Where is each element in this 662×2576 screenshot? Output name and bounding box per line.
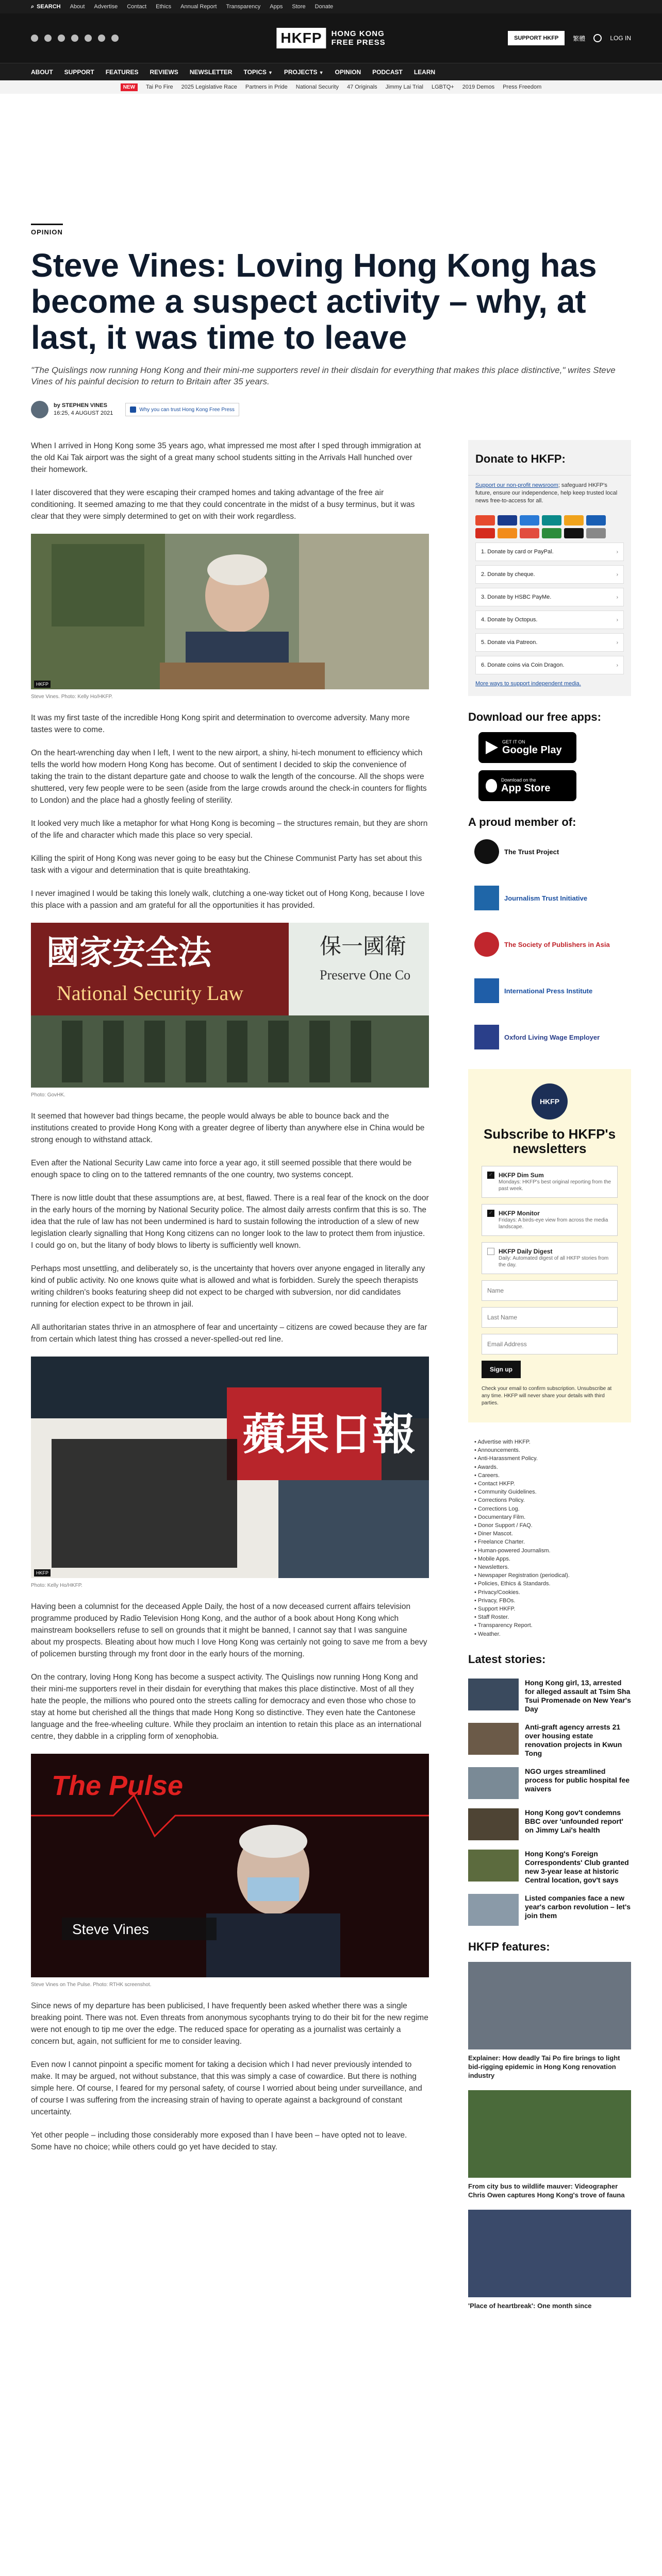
shield-icon — [130, 406, 136, 413]
latest-story[interactable] — [468, 1808, 631, 1840]
logo-line-1: HONG KONG — [331, 29, 385, 38]
nav-item-reviews[interactable]: REVIEWS — [150, 68, 178, 76]
apple-icon — [486, 779, 497, 792]
topbar-link-contact[interactable]: Contact — [127, 4, 147, 10]
feature-title: From city bus to wildlife mauver: Videographer Chris Owen captures Hong Kong's trove of fauna — [468, 2182, 625, 2199]
chevron-right-icon: › — [616, 662, 618, 668]
feature-image — [468, 2090, 631, 2178]
story-thumbnail — [468, 1679, 519, 1710]
nav-item-features[interactable]: FEATURES — [105, 68, 139, 76]
footer-link[interactable]: • Weather. — [474, 1630, 631, 1638]
nsl-banner-right: 保一國衛 — [320, 934, 407, 959]
topbar-link-donate[interactable]: Donate — [315, 4, 334, 10]
facebook-icon[interactable] — [31, 35, 38, 42]
latest-stories — [468, 1679, 631, 1926]
footer-link[interactable]: • Newspaper Registration (periodical). — [474, 1571, 631, 1580]
donate-option[interactable] — [475, 611, 624, 629]
byline — [54, 402, 113, 417]
donate-option[interactable] — [475, 543, 624, 561]
donate-option[interactable] — [475, 565, 624, 584]
topbar-link-annual-report[interactable]: Annual Report — [180, 4, 217, 10]
article-paragraph: I later discovered that they were escaping their cramped homes and taking advantage of the free air conditioning. It seemed amazing to me that they could concentrate in the midst of a busy terminus, but it was clear that they were simply determined to get on with their work regardless. — [31, 488, 415, 521]
footer-link[interactable]: • Announcements. — [474, 1446, 631, 1454]
newsletter-option-daily-digest[interactable] — [482, 1242, 618, 1274]
article-paragraph: There is now little doubt that these assumptions are, at best, flawed. There is a real fear of the knock on the door in the early hours of the morning by National Security police. The almost daily arrests confirm that this is so. The idea that the rule of law has not been undermined is hard to sustain following the introduction of a slew of new legislation clearly signalling that Hong Kong citizens can no longer look to the law to protect them from injustice. I could go on, but the litany of body blows to liberty is sufficiently well known. — [31, 1194, 429, 1250]
donate-box — [468, 440, 631, 696]
article-paragraph: Killing the spirit of Hong Kong was never going to be easy but the Chinese Communist Party has set about this task with a vigour and determination that is quite breathtaking. — [31, 854, 422, 875]
article-photo-vines[interactable] — [31, 534, 429, 691]
first-name-field[interactable] — [482, 1280, 618, 1301]
article-photo-pulse[interactable] — [31, 1754, 429, 1979]
footer-link[interactable]: • Careers. — [474, 1471, 631, 1480]
member-name: The Trust Project — [504, 848, 559, 856]
hot-topic-link[interactable]: 2025 Legislative Race — [181, 84, 237, 90]
linkedin-icon[interactable] — [85, 35, 92, 42]
article-paragraph: On the heart-wrenching day when I left, I went to the new airport, a shiny, hi-tech monument to efficiency which tells the world how modern Hong Kong has become. Out of sentiment I decided to skip the convenience of taking the train to the distant departure gate and choose to walk the length of the concourse. All the shops were shuttered, very few people were to be seen (aside from the large crowds around the check-in counters for flights to London) and the place had a ghostly feeling of sterility. — [31, 749, 427, 805]
checkbox-checked-icon[interactable]: ✓ — [487, 1172, 494, 1179]
nav-item-support[interactable]: SUPPORT — [64, 68, 94, 76]
article-paragraph: It looked very much like a metaphor for what Hong Kong is becoming – the structures remain, but they are shorn of the life and character which made this place so very special. — [31, 819, 428, 840]
footer-link[interactable]: • Transparency Report. — [474, 1621, 631, 1630]
newsletter-option-name: HKFP Monitor — [499, 1210, 540, 1217]
footer-link[interactable]: • Donor Support / FAQ. — [474, 1521, 631, 1530]
nav-item-newsletter[interactable]: NEWSLETTER — [189, 68, 233, 76]
footer-link[interactable]: • Advertise with HKFP. — [474, 1438, 631, 1446]
article-paragraph: When I arrived in Hong Kong some 35 years ago, what impressed me most after I sped through immigration at the old Kai Tak airport was the sight of a great many school students sitting in the Arrivals Hall hunched over their homework. — [31, 442, 421, 474]
nav-item-projects-label: PROJECTS — [284, 68, 318, 76]
apps-title: Download our free apps: — [468, 710, 601, 723]
latest-story[interactable] — [468, 1767, 631, 1799]
nav-item-opinion[interactable]: OPINION — [335, 68, 361, 76]
ipi-logo — [474, 978, 499, 1003]
topbar-link-store[interactable]: Store — [292, 4, 306, 10]
footer-link[interactable]: • Newsletters. — [474, 1563, 631, 1571]
photo-caption: Steve Vines. Photo: Kelly Ho/HKFP. — [31, 694, 113, 700]
logo-line-2: FREE PRESS — [331, 38, 386, 47]
donate-option[interactable] — [475, 656, 624, 674]
discover-icon — [564, 515, 584, 526]
apple-daily-masthead: 蘋果日報 — [242, 1409, 416, 1460]
patreon-icon — [520, 528, 539, 538]
chevron-right-icon: › — [616, 617, 618, 623]
payme-icon — [475, 528, 495, 538]
standfirst-quote: "The Quislings now running Hong Kong and their mini-me supporters revel in their disdain for everything that makes this place distinctive," — [31, 365, 566, 375]
footer-link[interactable]: • Freelance Charter. — [474, 1538, 631, 1546]
chevron-down-icon: ▼ — [319, 70, 324, 75]
footer-link[interactable]: • Corrections Policy. — [474, 1496, 631, 1504]
photo-caption: Photo: GovHK. — [31, 1092, 65, 1098]
latest-story[interactable] — [468, 1679, 631, 1714]
newsletter-note: Check your email to confirm subscription. Unsubscribe at any time. HKFP will never share your details with third parties. — [482, 1386, 612, 1406]
mastercard-icon — [475, 515, 495, 526]
footer-link[interactable]: • Anti-Harassment Policy. — [474, 1454, 631, 1463]
google-pay-icon — [586, 528, 606, 538]
youtube-icon[interactable] — [71, 35, 78, 42]
trust-project-logo — [474, 839, 499, 864]
story-title: Hong Kong's Foreign Correspondents' Club granted new 3-year lease at historic Central location, gov't says — [525, 1849, 629, 1884]
sidebar — [468, 440, 631, 2320]
donate-intro-text: ; safeguard HKFP's future, ensure our independence, help keep trusted local news free-to-access for all. — [475, 482, 618, 504]
feature-title: 'Place of heartbreak': One month since — [468, 2301, 592, 2310]
checkbox-checked-icon[interactable]: ✓ — [487, 1210, 494, 1217]
nsl-banner-en: National Security Law — [57, 981, 244, 1005]
hot-topics-bar — [0, 80, 662, 94]
topbar-link-apps[interactable]: Apps — [270, 4, 283, 10]
article-paragraph: Yet other people – including those considerably more exposed than I have been – have opted not to leave. Some have no choice; while others could go yet have decided to stay. — [31, 2131, 407, 2151]
logo-text — [332, 29, 386, 47]
member-trust-project[interactable] — [474, 837, 631, 866]
trust-link[interactable] — [125, 403, 239, 416]
nav-item-learn[interactable]: LEARN — [413, 68, 436, 76]
donate-intro — [468, 476, 631, 511]
newsletter-option-name: HKFP Dim Sum — [499, 1172, 544, 1179]
newsletter-option-text — [499, 1172, 612, 1192]
latest-title: Latest stories: — [468, 1652, 546, 1666]
apple-daily-image — [31, 1357, 429, 1578]
donate-option-label: 2. Donate by cheque. — [481, 571, 535, 578]
story-thumbnail — [468, 1723, 519, 1755]
member-name: International Press Institute — [504, 987, 593, 995]
feature-story[interactable] — [468, 2090, 631, 2199]
features-title: HKFP features: — [468, 1940, 550, 1953]
hot-topic-link[interactable]: Jimmy Lai Trial — [385, 84, 423, 90]
new-badge: NEW — [121, 83, 138, 91]
newsletter-logo: HKFP — [532, 1083, 568, 1120]
utility-bar — [0, 0, 662, 13]
photo-caption: Photo: Kelly Ho/HKFP. — [31, 1583, 82, 1588]
google-play-big: Google Play — [502, 744, 562, 756]
donate-option-label: 5. Donate via Patreon. — [481, 639, 538, 646]
feature-story[interactable] — [468, 1962, 631, 2080]
visa-icon — [498, 515, 517, 526]
story-title: Anti-graft agency arrests 21 over housing estate renovation projects in Kwun Tong — [525, 1722, 622, 1757]
newsletter-option-dim-sum[interactable] — [482, 1166, 618, 1198]
logo-mark: HKFP — [276, 28, 326, 48]
article-paragraph: It was my first taste of the incredible Hong Kong spirit and determination to overcome adversity. Many more tastes were to come. — [31, 714, 410, 734]
story-thumbnail — [468, 1808, 519, 1840]
search-icon: ⌕ — [31, 3, 35, 10]
donate-option-label: 6. Donate coins via Coin Dragon. — [481, 662, 565, 668]
telegram-icon[interactable] — [98, 35, 105, 42]
nsl-banner-right-en: Preserve One Co — [320, 968, 411, 982]
avatar — [31, 401, 48, 418]
chevron-right-icon: › — [616, 549, 618, 555]
member-sopa[interactable] — [474, 930, 631, 959]
member-name: Journalism Trust Initiative — [504, 894, 588, 902]
page-title: Steve Vines: Loving Hong Kong has become a suspect activity – why, at last, it was time to leave — [31, 247, 597, 356]
portrait-image — [31, 534, 429, 689]
article-body — [31, 440, 429, 2320]
footer-link[interactable]: • Documentary Film. — [474, 1513, 631, 1521]
topbar-link-transparency[interactable]: Transparency — [226, 4, 261, 10]
article-paragraph: On the contrary, loving Hong Kong has become a suspect activity. The Quislings now running Hong Kong and their mini-me supporters revel in their disdain for everything that makes this place distinctive. Most of all they hate the people, the millions who poured onto the streets calling for democracy and even those who chose to stay at home but cherished all the things that made Hong Kong so distinctive. They even hate the Cantonese language and the free-wheeling culture. While they proclaim an intention to retain this place as an international centre, they dabble in a crippling form of xenophobia. — [31, 1673, 422, 1741]
instagram-icon[interactable] — [58, 35, 65, 42]
article-photo-apple-daily[interactable] — [31, 1357, 429, 1580]
donate-title: Donate to HKFP: — [468, 440, 631, 476]
chevron-right-icon: › — [616, 571, 618, 578]
newsletter-option-text — [499, 1248, 612, 1268]
category-kicker[interactable]: OPINION — [31, 224, 63, 236]
standfirst — [31, 365, 619, 387]
story-thumbnail — [468, 1850, 519, 1882]
nav-item-about[interactable]: ABOUT — [31, 68, 53, 76]
article-paragraph: All authoritarian states thrive in an atmosphere of fear and uncertainty – citizens are cowed because they are far from certain which latest thing has crossed a never-spelled-out red line. — [31, 1323, 427, 1344]
trust-link-label: Why you can trust Hong Kong Free Press — [139, 406, 235, 413]
content-columns — [31, 440, 631, 2320]
amex-icon — [520, 515, 539, 526]
app-store-big: App Store — [501, 782, 551, 794]
footer-link[interactable]: • Support HKFP. — [474, 1605, 631, 1613]
paypal-icon — [586, 515, 606, 526]
donate-option[interactable] — [475, 633, 624, 652]
nsl-banner-image — [31, 923, 429, 1088]
footer-link[interactable]: • Human-powered Journalism. — [474, 1547, 631, 1555]
author-name[interactable]: by STEPHEN VINES — [54, 402, 107, 409]
newsletter-option-desc: Daily: Automated digest of all HKFP stories from the day. — [499, 1256, 609, 1268]
donate-option-label: 3. Donate by HSBC PayMe. — [481, 594, 552, 600]
member-jti[interactable] — [474, 884, 631, 912]
article-paragraph: Since news of my departure has been publicised, I have frequently been asked whether there was a single breaking point. There was not. Even threats from anonymous sycophants trying to do their bit for the new regime were not enough to tip me over the edge. The reduced space for operating as a journalist was certainly a concern but, again, not sufficient for me to consider leaving. — [31, 2002, 428, 2046]
hot-topic-link[interactable]: LGBTQ+ — [432, 84, 454, 90]
article-paragraph: Even after the National Security Law came into force a year ago, it still seemed possible that there would be enough space to cling on to the tattered remnants of the one country, two systems concept. — [31, 1159, 412, 1179]
email-field[interactable] — [482, 1334, 618, 1354]
newsletter-box — [468, 1069, 631, 1422]
article-page — [31, 94, 631, 2320]
sopa-logo — [474, 932, 499, 957]
latest-story[interactable] — [468, 1723, 631, 1758]
newsletter-title: Subscribe to HKFP's newsletters — [483, 1126, 616, 1156]
search-toggle[interactable]: ⌕ SEARCH — [31, 3, 61, 10]
byline-row — [31, 401, 631, 418]
masthead — [0, 13, 662, 63]
article-paragraph: Perhaps most unsettling, and deliberately so, is the uncertainty that hovers over anyone engaged in literally any kind of public activity. No one knows quite what is allowed and what is forbidden. Surely the speech therapists writing children's books featuring sheep did not expect to be charged with subversion, nor did candidates running for election expect to be thrown in jail. — [31, 1264, 425, 1309]
pulse-name: Steve Vines — [72, 1921, 149, 1937]
nsl-banner-cn: 國家安全法 — [46, 934, 211, 972]
nav-item-projects[interactable] — [284, 69, 324, 76]
story-title: Hong Kong gov't condemns BBC over 'unfounded report' on Jimmy Lai's health — [525, 1808, 623, 1834]
chevron-right-icon: › — [616, 594, 618, 600]
photo-caption: Steve Vines on The Pulse. Photo: RTHK screenshot. — [31, 1982, 152, 1988]
social-links — [31, 35, 119, 42]
google-play-icon — [486, 741, 498, 754]
chevron-right-icon: › — [616, 639, 618, 646]
masthead-actions — [508, 31, 631, 45]
feature-story[interactable] — [468, 2210, 631, 2310]
story-title: NGO urges streamlined process for public hospital fee waivers — [525, 1767, 630, 1793]
donate-intro-link[interactable]: Support our non-profit newsroom — [475, 482, 558, 488]
topbar-link-ethics[interactable]: Ethics — [156, 4, 172, 10]
pulse-title: The Pulse — [52, 1770, 184, 1801]
hot-topic-link[interactable]: Press Freedom — [503, 84, 542, 90]
rss-icon[interactable] — [111, 35, 119, 42]
footer-links — [474, 1438, 631, 1638]
member-ipi[interactable] — [474, 976, 631, 1005]
pulse-screenshot — [31, 1754, 429, 1977]
hot-topic-link[interactable]: 2019 Demos — [462, 84, 495, 90]
feature-title: Explainer: How deadly Tai Po fire brings to light bid-rigging epidemic in Hong Kong renovation industry — [468, 2054, 620, 2079]
story-thumbnail — [468, 1767, 519, 1799]
member-living-wage[interactable] — [474, 1023, 631, 1052]
article-paragraph: It seemed that however bad things became, the people would always be able to bounce back and the institutions created to provide Hong Kong with a greater degree of liberty than anywhere else in China would be strong enough to withstand attack. — [31, 1112, 425, 1144]
newsletter-option-desc: Mondays: HKFP's best original reporting from the past week. — [499, 1179, 611, 1192]
octopus-icon — [498, 528, 517, 538]
donate-option[interactable] — [475, 588, 624, 606]
newsletter-option-monitor[interactable] — [482, 1204, 618, 1236]
newsletter-option-text — [499, 1210, 612, 1230]
article-paragraph: Even now I cannot pinpoint a specific moment for taking a decision which I had never previously intended to make. It may be argued, not without substance, that this was simply a case of cowardice. But there is nothing simple here. Of course, I feared for my personal safety, of course I worried about being under surveillance, and of course I was suffering from the increasing strain of having to operate against a background of constant uncertainty. — [31, 2060, 422, 2116]
feature-image — [468, 2210, 631, 2297]
footer-link[interactable]: • Diner Mascot. — [474, 1530, 631, 1538]
footer-link[interactable]: • Staff Roster. — [474, 1613, 631, 1621]
footer-link[interactable]: • Privacy/Cookies. — [474, 1588, 631, 1597]
login-link[interactable]: LOG IN — [610, 35, 631, 42]
footer-link[interactable]: • Policies, Ethics & Standards. — [474, 1580, 631, 1588]
jti-logo — [474, 886, 499, 910]
living-wage-logo — [474, 1025, 499, 1049]
nav-item-topics[interactable] — [243, 69, 272, 76]
app-store-small: Download on the — [501, 777, 536, 783]
publish-date: 16:25, 4 AUGUST 2021 — [54, 410, 113, 416]
twitter-icon[interactable] — [44, 35, 52, 42]
last-name-field[interactable] — [482, 1307, 618, 1328]
coin-dragon-icon — [542, 528, 561, 538]
google-play-button[interactable] — [478, 732, 576, 763]
newsletter-option-name: HKFP Daily Digest — [499, 1248, 553, 1255]
apple-pay-icon — [564, 528, 584, 538]
footer-link[interactable]: • Corrections Log. — [474, 1505, 631, 1513]
topbar-link-advertise[interactable]: Advertise — [94, 4, 118, 10]
article-paragraph: I never imagined I would be taking this lonely walk, clutching a one-way ticket out of Hong Kong, because I love this place with a passion and am grateful for all the opportunities it has provided. — [31, 889, 425, 910]
latest-story[interactable] — [468, 1894, 631, 1926]
latest-story[interactable] — [468, 1850, 631, 1885]
topbar-link-about[interactable]: About — [70, 4, 85, 10]
signup-button[interactable]: Sign up — [482, 1361, 521, 1378]
member-name: The Society of Publishers in Asia — [504, 940, 610, 948]
hot-topic-link[interactable]: Tai Po Fire — [146, 84, 173, 90]
site-logo[interactable] — [276, 28, 385, 48]
donate-option-label: 4. Donate by Octopus. — [481, 617, 538, 623]
support-button[interactable]: SUPPORT HKFP — [508, 31, 565, 45]
diners-icon — [542, 515, 561, 526]
story-title: Hong Kong girl, 13, arrested for alleged assault at Tsim Sha Tsui Promenade on New Year's Day — [525, 1678, 631, 1713]
story-title: Listed companies face a new year's carbon revolution – let's join them — [525, 1893, 631, 1920]
app-store-button[interactable] — [478, 770, 576, 801]
photo-credit-tag: HKFP — [34, 681, 51, 688]
google-play-label — [502, 739, 562, 756]
footer-link[interactable]: • Awards. — [474, 1463, 631, 1471]
nav-item-topics-label: TOPICS — [243, 68, 267, 76]
feature-image — [468, 1962, 631, 2049]
footer-link[interactable]: • Contact HKFP. — [474, 1480, 631, 1488]
app-store-label — [501, 777, 551, 794]
donate-more-link[interactable]: More ways to support independent media. — [475, 681, 581, 687]
google-play-small: GET IT ON — [502, 739, 525, 744]
donate-option-label: 1. Donate by card or PayPal. — [481, 549, 554, 555]
main-nav — [0, 63, 662, 80]
member-title: A proud member of: — [468, 816, 576, 828]
hot-topic-link[interactable]: 47 Originals — [346, 84, 377, 90]
checkbox-unchecked-icon[interactable] — [487, 1248, 494, 1255]
footer-link[interactable]: • Mobile Apps. — [474, 1555, 631, 1563]
hot-topic-link[interactable]: Partners in Pride — [245, 84, 288, 90]
language-toggle[interactable]: 繁體 — [573, 35, 586, 42]
hot-topic-link[interactable]: National Security — [295, 84, 339, 90]
user-icon[interactable] — [593, 34, 602, 42]
photo-credit-tag: HKFP — [34, 1569, 51, 1577]
payment-cards — [468, 511, 631, 543]
footer-link[interactable]: • Community Guidelines. — [474, 1488, 631, 1496]
standfirst-tail: writes Steve Vines of his painful decision to return to Britain after 35 years. — [31, 365, 616, 386]
chevron-down-icon: ▼ — [268, 70, 273, 75]
article-photo-nsl[interactable] — [31, 923, 429, 1089]
article-paragraph: Having been a columnist for the deceased Apple Daily, the host of a now deceased current affairs television programme produced by Radio Television Hong Kong, and the author of a book about Hong Kong which mainstream booksellers refuse to sell on grounds that it might be banned, I cannot say that I was sanguine about my prospects. Bleating about how much I love Hong Kong was certainly not going to save me from a bevy of policemen bursting through my front door in the early hours of the morning. — [31, 1602, 427, 1658]
member-name: Oxford Living Wage Employer — [504, 1033, 600, 1041]
newsletter-option-desc: Fridays: A birds-eye view from across the media landscape. — [499, 1217, 608, 1230]
story-thumbnail — [468, 1894, 519, 1926]
footer-link[interactable]: • Privacy, FBOs. — [474, 1597, 631, 1605]
nav-item-podcast[interactable]: PODCAST — [372, 68, 403, 76]
